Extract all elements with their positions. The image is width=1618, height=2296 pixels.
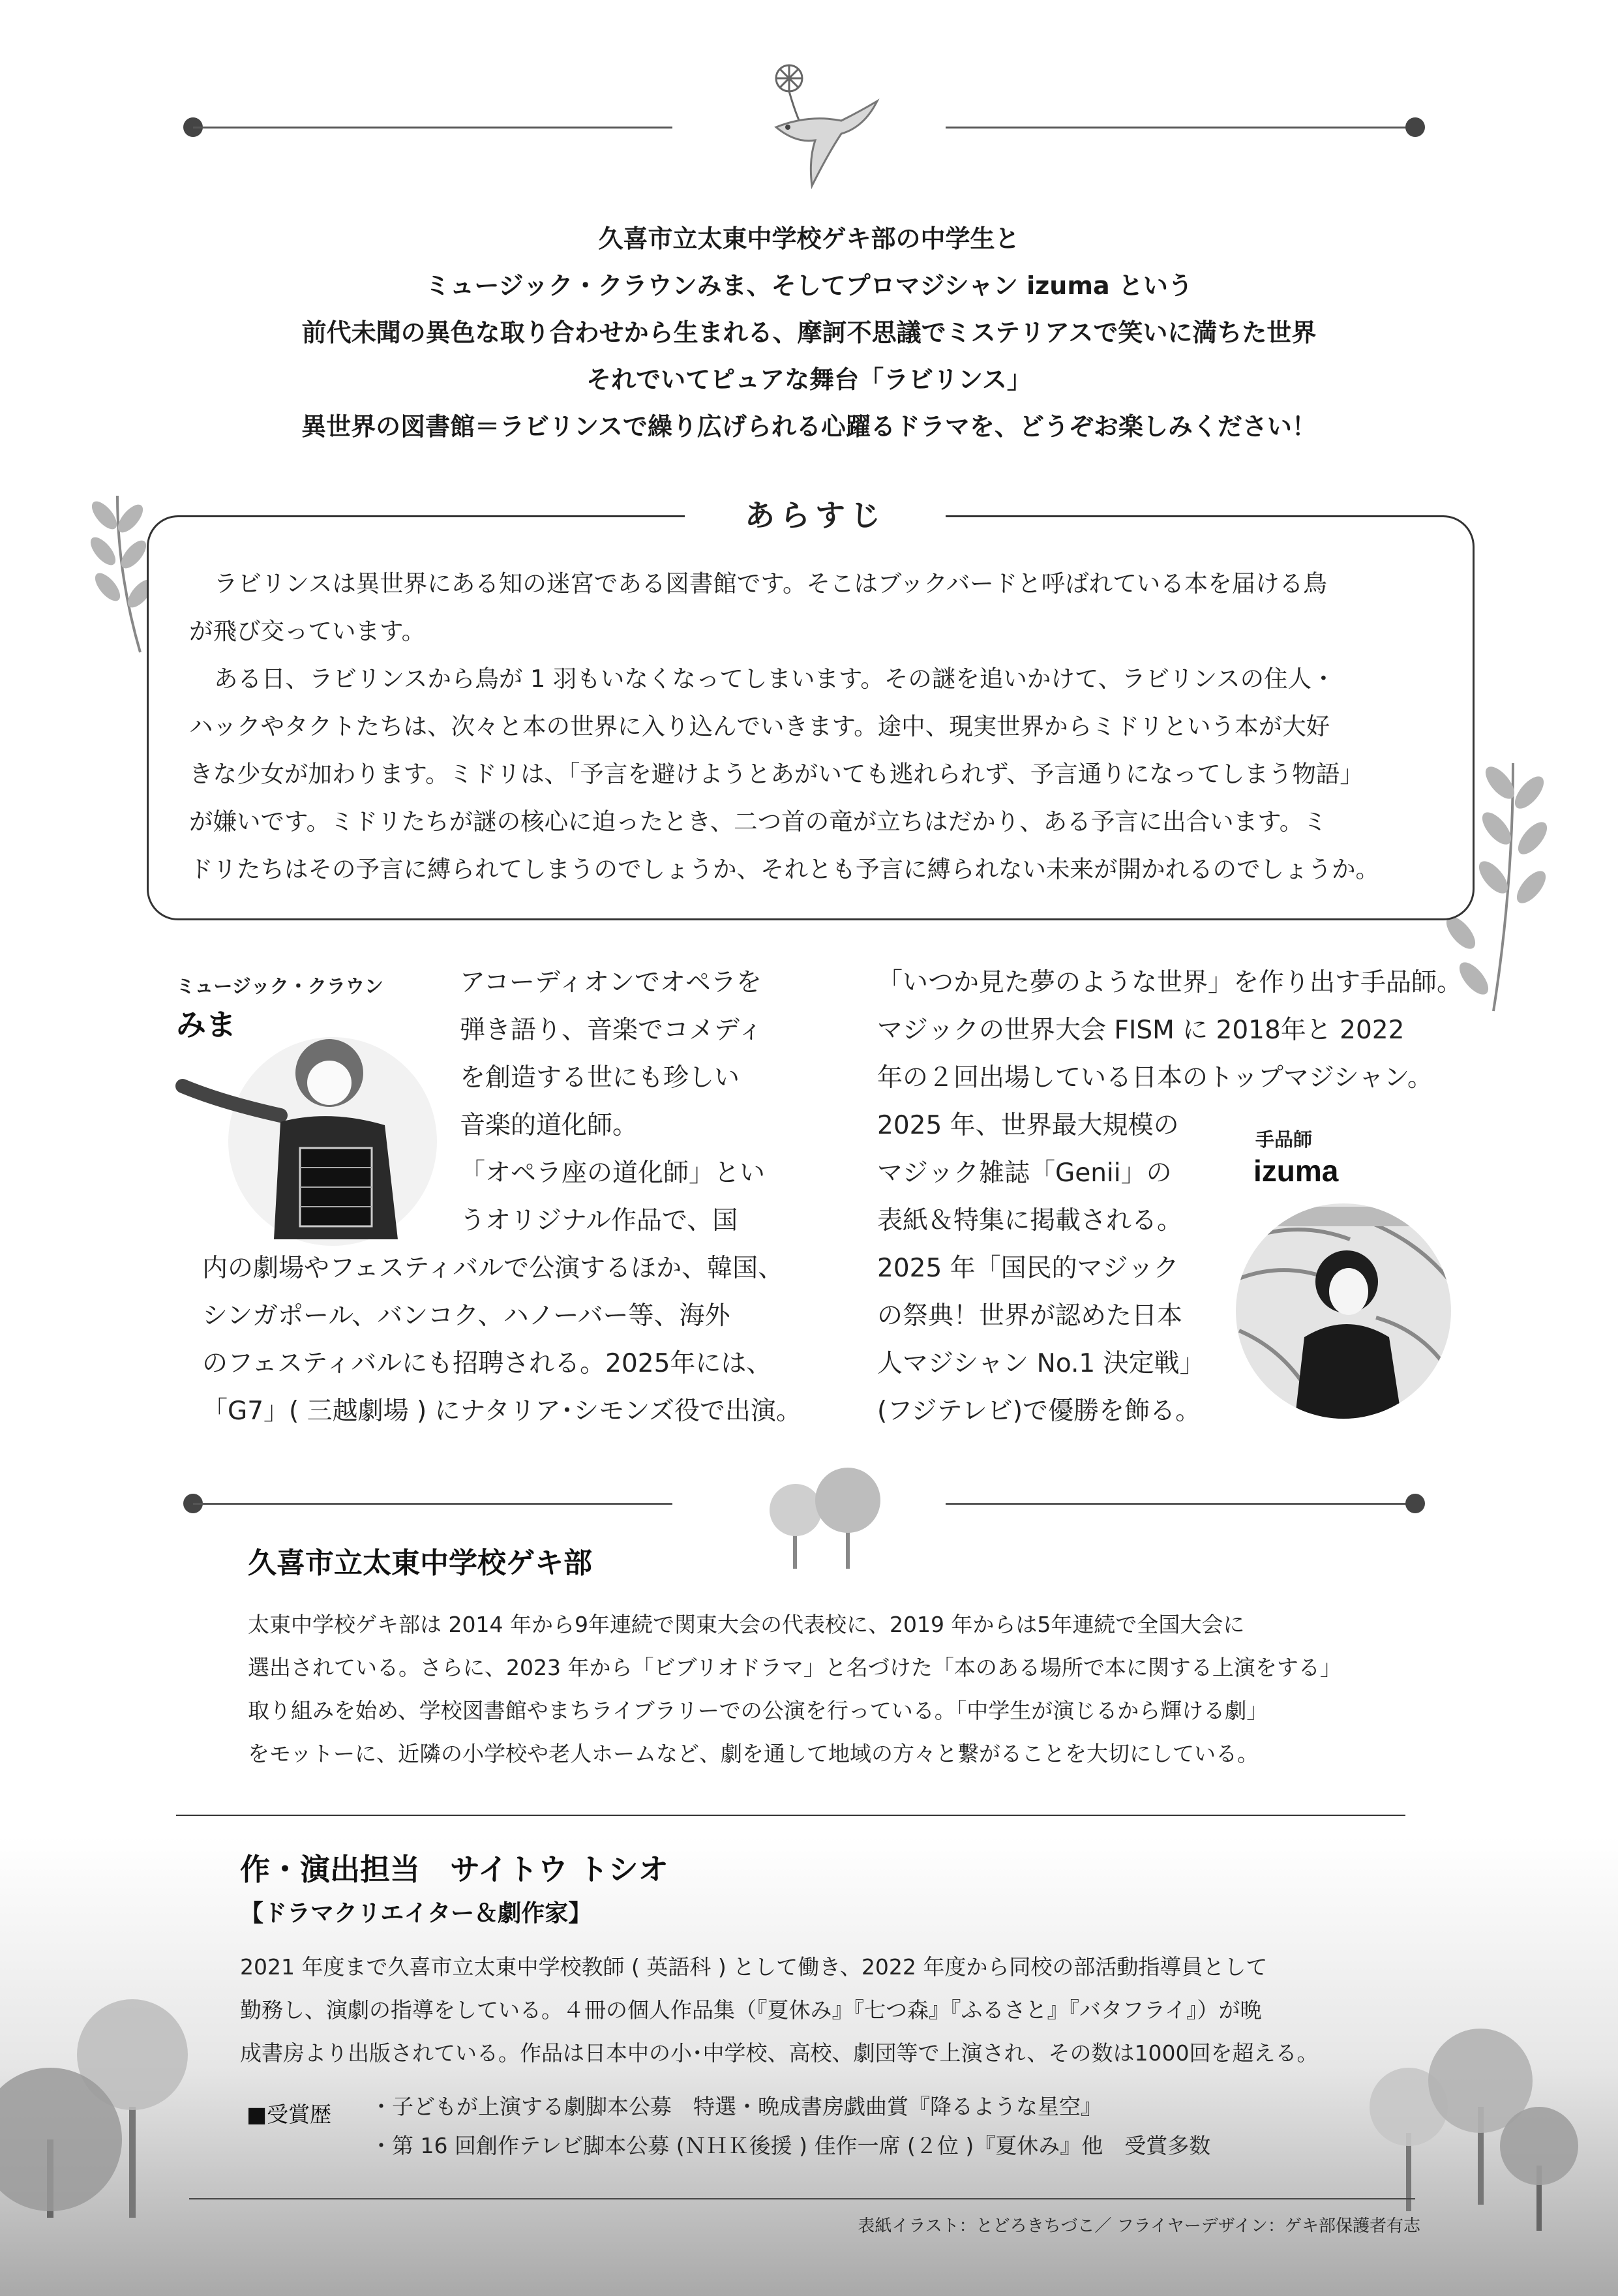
intro-line: ミュージック・クラウンみま、そしてプロマジシャン izuma という: [425, 271, 1193, 300]
izuma-bio-line: 人マジシャン No.1 決定戦」: [877, 1349, 1205, 1378]
mima-bio-wide: [202, 1245, 802, 1435]
synopsis-line: が嫌いです。ミドリたちが謎の核心に迫ったとき、二つ首の竜が立ちはだかり、ある予言に出合います。ミ: [189, 808, 1327, 836]
intro-text: [0, 215, 1618, 450]
izuma-bio-line: 年の２回出場している日本のトップマジシャン。: [877, 1063, 1433, 1093]
mima-bio-line: のフェスティバルにも招聘される。2025年には、: [202, 1349, 772, 1378]
author-line: 成書房より出版されている。作品は日本中の小･中学校、高校、劇団等で上演され、その数は1000回を超える。: [240, 2040, 1319, 2066]
author-divider: [176, 1815, 1405, 1816]
mima-bio: [460, 959, 765, 1245]
izuma-bio-line: 2025 年「国民的マジック: [877, 1254, 1179, 1283]
leaf-branch-left-illustration: [78, 489, 157, 659]
intro-line: 異世界の図書館＝ラビリンスで繰り広げられる心躍るドラマを、どうぞお楽しみください！: [301, 412, 1317, 441]
mid-rule-right: [946, 1503, 1415, 1505]
intro-line: 前代未聞の異色な取り合わせから生まれる、摩訶不思議でミステリアスで笑いに満ちた世界: [301, 318, 1317, 347]
synopsis-title: あらすじ: [685, 496, 946, 535]
synopsis-line: が飛び交っています。: [189, 617, 426, 645]
awards-list: [370, 2087, 1210, 2166]
top-rule-left: [193, 127, 672, 128]
club-title: 久喜市立太東中学校ゲキ部: [248, 1547, 592, 1580]
izuma-bio-line: (フジテレビ)で優勝を飾る。: [877, 1397, 1201, 1426]
mima-bio-line: 「G7」( 三越劇場 ) にナタリア･シモンズ役で出演。: [202, 1397, 802, 1426]
izuma-bio-line: の祭典！世界が認めた日本: [877, 1301, 1183, 1331]
mima-bio-line: を創造する世にも珍しい: [460, 1063, 740, 1093]
izuma-name: izuma: [1253, 1154, 1339, 1188]
intro-line: 久喜市立太東中学校ゲキ部の中学生と: [598, 224, 1020, 253]
mima-bio-line: アコーディオンでオペラを: [460, 968, 762, 997]
award-item: ・第 16 回創作テレビ脚本公募 (ＮＨＫ後援 ) 佳作一席 (２位 )『夏休み』他 受賞多数: [370, 2133, 1211, 2158]
trees-illustration: [763, 1464, 887, 1569]
author-subtitle: 【ドラマクリエイター＆劇作家】: [240, 1900, 592, 1927]
awards-label: ■受賞歴: [247, 2102, 332, 2127]
club-line: 太東中学校ゲキ部は 2014 年から9年連続で関東大会の代表校に、2019 年からは5年連続で全国大会に: [248, 1612, 1245, 1637]
synopsis-line: ハックやタクトたちは、次々と本の世界に入り込んでいきます。途中、現実世界からミドリという本が大好: [189, 712, 1330, 740]
izuma-bio-line: 「いつか見た夢のような世界」を作り出す手品師。: [877, 968, 1463, 997]
club-line: 取り組みを始め、学校図書館やまちライブラリーでの公演を行っている。「中学生が演じるから輝ける劇」: [248, 1698, 1268, 1723]
rule-dot-right: [1405, 117, 1425, 137]
izuma-role: 手品師: [1255, 1128, 1313, 1151]
rule-dot-right: [1405, 1494, 1425, 1513]
mima-bio-line: うオリジナル作品で、国: [460, 1206, 738, 1235]
award-item: ・子どもが上演する劇脚本公募 特選・晩成書房戯曲賞『降るような星空』: [370, 2094, 1102, 2119]
synopsis-line: ラビリンスは異世界にある知の迷宮である図書館です。そこはブックバードと呼ばれている本を届ける鳥: [214, 569, 1327, 597]
mima-bio-line: 内の劇場やフェスティバルで公演するほか、韓国、: [202, 1254, 784, 1283]
izuma-photo: [1233, 1200, 1454, 1422]
synopsis-body: [189, 560, 1441, 893]
mima-bio-line: シンガポール、バンコク、ハノーバー等、海外: [202, 1301, 730, 1331]
synopsis-line: ある日、ラビリンスから鳥が 1 羽もいなくなってしまいます。その謎を追いかけて、ラビリンスの住人・: [214, 665, 1336, 693]
mima-bio-line: 弾き語り、音楽でコメディ: [460, 1016, 763, 1045]
mima-name: みま: [176, 1007, 236, 1042]
izuma-bio-line: 表紙＆特集に掲載される。: [877, 1206, 1183, 1235]
author-line: 勤務し、演劇の指導をしている。４冊の個人作品集（『夏休み』『七つ森』『ふるさと』『バタフライ』）が晩: [240, 1997, 1262, 2023]
mid-rule-left: [193, 1503, 672, 1505]
bird-with-flower-illustration: [750, 55, 880, 199]
mima-role: ミュージック・クラウン: [176, 975, 383, 997]
mima-bio-line: 「オペラ座の道化師」とい: [460, 1158, 766, 1188]
author-line: 2021 年度まで久喜市立太東中学校教師 ( 英語科 ) として働き、2022 年度から同校の部活動指導員として: [240, 1954, 1268, 1980]
izuma-bio-line: 2025 年、世界最大規模の: [877, 1111, 1179, 1140]
club-line: をモットーに、近隣の小学校や老人ホームなど、劇を通して地域の方々と繋がることを大切にしている。: [248, 1741, 1259, 1766]
intro-line: それでいてピュアな舞台「ラビリンス」: [586, 365, 1032, 394]
credits: 表紙イラスト：とどろきちづこ／ フライヤーデザイン：ゲキ部保護者有志: [858, 2216, 1420, 2236]
izuma-bio-line: マジックの世界大会 FISM に 2018年と 2022: [877, 1016, 1405, 1045]
author-body: [240, 1946, 1318, 2075]
bottom-left-trees-illustration: [0, 1957, 209, 2218]
mima-bio-line: 音楽的道化師。: [460, 1111, 638, 1140]
club-body: [248, 1603, 1341, 1775]
synopsis-line: ドリたちはその予言に縛られてしまうのでしょうか、それとも予言に縛られない未来が開かれるのでしょうか。: [189, 855, 1379, 883]
top-rule-right: [946, 127, 1415, 128]
footer-divider: [189, 2198, 1415, 2199]
bottom-right-trees-illustration: [1356, 2009, 1618, 2244]
synopsis-line: きな少女が加わります。ミドリは、「予言を避けようとあがいても逃れられず、予言通りになってしまう物語」: [189, 760, 1364, 788]
author-title: 作・演出担当 サイトウ トシオ: [240, 1852, 668, 1887]
izuma-bio-line: マジック雑誌「Genii」の: [877, 1158, 1172, 1188]
mima-photo: [170, 1018, 443, 1252]
club-line: 選出されている。さらに、2023 年から「ビブリオドラマ」と名づけた「本のある場所で本に関する上演をする」: [248, 1655, 1341, 1680]
